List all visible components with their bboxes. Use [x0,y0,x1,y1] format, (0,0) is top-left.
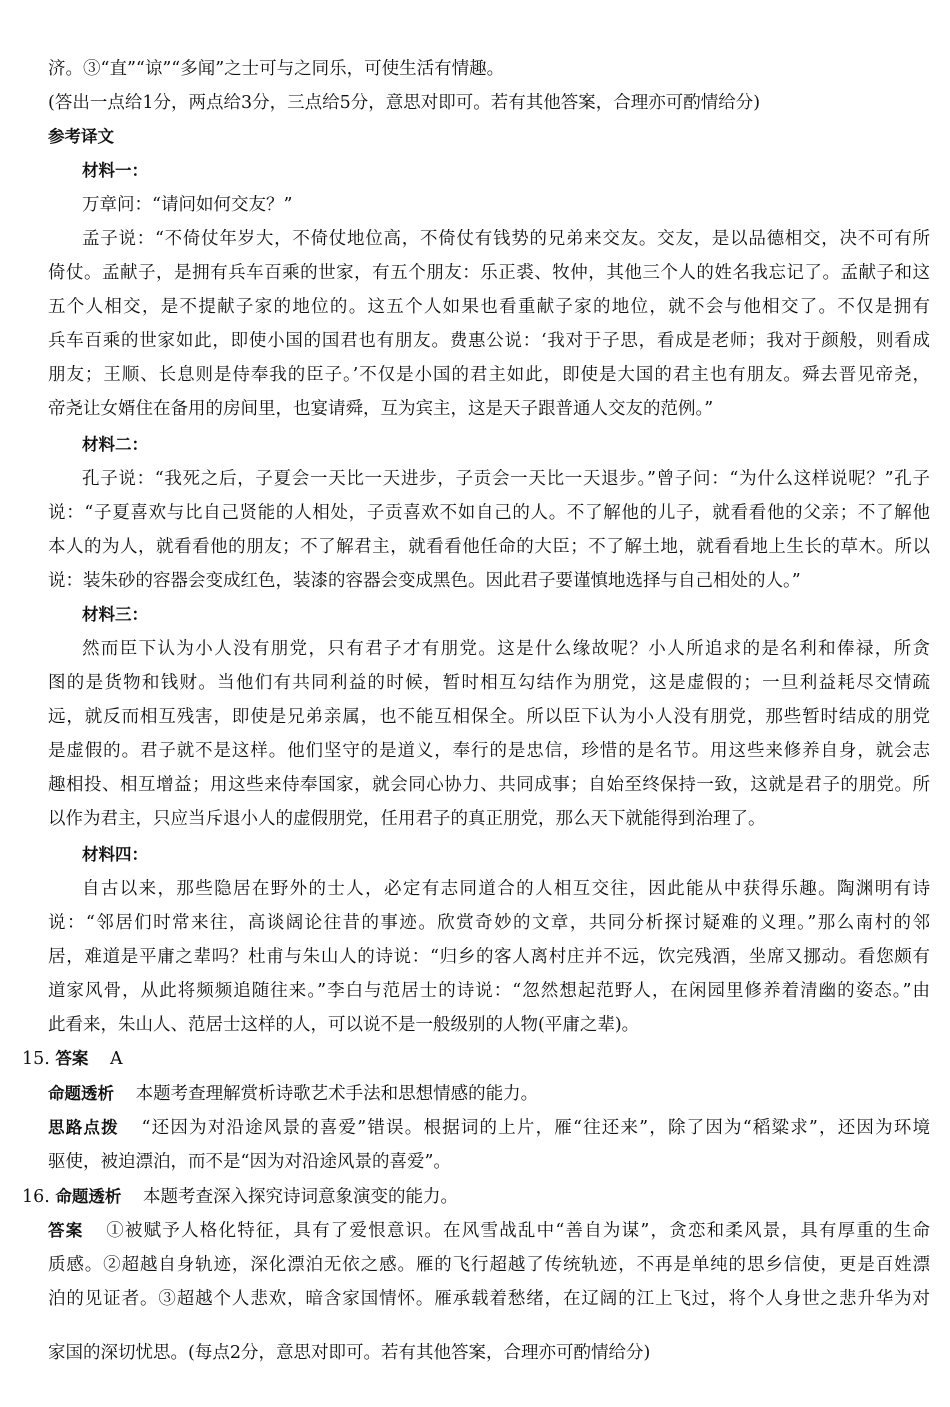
material1-line: 孟子说：“不倚仗年岁大，不倚仗地位高，不倚仗有钱势的兄弟来交友。交友，是以品德相交，决不可有所 [82,229,930,249]
q16-answer-line: 泊的见证者。③超越个人悲欢，暗含家国情怀。雁承载着愁绪，在辽阔的江上飞过，将个人身世之悲升华为对 [48,1289,930,1309]
material1-line: 兵车百乘的世家如此，即使小国的国君也有朋友。费惠公说：‘我对于子思，看成是老师；我对于颜般，则看成 [48,331,930,351]
q15-answer-row [22,1042,930,1076]
q15-number: 15. [22,1049,50,1069]
q15-hint-row [48,1111,930,1145]
material3-line: 以作为君主，只应当斥退小人的虚假朋党，任用君子的真正朋党，那么天下就能得到治理了。 [48,809,766,829]
material1-line: 万章问：“请问如何交友？” [82,195,293,215]
q16-analysis: 本题考查深入探究诗词意象演变的能力。 [143,1187,458,1207]
q15-analysis-row [48,1077,930,1111]
material1-line: 倚仗。孟献子，是拥有兵车百乘的世家，有五个朋友：乐正裘、牧仲，其他三个人的姓名我忘记了。孟献子和这 [48,263,930,283]
top-line: 济。③“直”“谅”“多闻”之士可与之同乐，可使生活有情趣。 [48,59,505,79]
translation-heading: 参考译文 [48,127,114,146]
material3-line: 是虚假的。君子就不是这样。他们坚守的是道义，奉行的是忠信，珍惜的是名节。用这些来修养自身，就会志 [48,741,930,761]
material2-line: 孔子说：“我死之后，子夏会一天比一天进步，子贡会一天比一天退步。”曾子问：“为什么这样说呢？”孔子 [82,469,930,489]
q16-answer-line: 家国的深切忧思。(每点2分，意思对即可。若有其他答案，合理亦可酌情给分) [48,1343,651,1363]
q16-number: 16. [22,1187,50,1207]
q15-answer-label: 答案 [55,1049,89,1068]
material2-line: 本人的为人，就看看他的朋友；不了解君主，就看看他任命的大臣；不了解土地，就看看地上生长的草木。所以 [48,537,930,557]
score-note: (答出一点给1分，两点给3分，三点给5分，意思对即可。若有其他答案，合理亦可酌情给分) [48,93,761,113]
q15-analysis: 本题考查理解赏析诗歌艺术手法和思想情感的能力。 [135,1084,539,1104]
material2-line: 说：“子夏喜欢与比自己贤能的人相处，子贡喜欢不如自己的人。不了解他的儿子，就看看他的父亲；不了解他 [48,503,930,523]
material4-line: 此看来，朱山人、范居士这样的人，可以说不是一般级别的人物(平庸之辈)。 [48,1015,640,1035]
q15-hint-line: “还因为对沿途风景的喜爱”错误。根据词的上片，雁“往还来”，除了因为“稻粱求”，还因为环境 [141,1118,930,1138]
material3-heading: 材料三： [82,605,148,624]
q16-answer-row [48,1214,930,1248]
material2-line: 说：装朱砂的容器会变成红色，装漆的容器会变成黑色。因此君子要谨慎地选择与自己相处的人。” [48,571,801,591]
q16-answer-line: ①被赋予人格化特征，具有了爱恨意识。在风雪战乱中“善自为谋”，贪恋和柔风景，具有厚重的生命 [106,1221,930,1241]
material2-heading: 材料二： [82,435,148,454]
material4-heading: 材料四： [82,845,148,864]
q15-hint-line: 驱使，被迫漂泊，而不是“因为对沿途风景的喜爱”。 [48,1152,451,1172]
q16-analysis-row [22,1180,930,1214]
material3-line: 远，就反而相互残害，即使是兄弟亲属，也不能互相保全。所以臣下认为小人没有朋党，那些暂时结成的朋党 [48,707,930,727]
material1-line: 朋友；王顺、长息则是侍奉我的臣子。’不仅是小国的君主如此，即使是大国的君主也有朋友。舜去晋见帝尧， [48,365,930,385]
material3-line: 然而臣下认为小人没有朋党，只有君子才有朋党。这是什么缘故呢？小人所追求的是名利和俸禄，所贪 [82,639,930,659]
material3-line: 图的是货物和钱财。当他们有共同利益的时候，暂时相互勾结作为朋党，这是虚假的；一旦利益耗尽交情疏 [48,673,930,693]
q15-answer: A [110,1049,123,1069]
q16-answer-line: 质感。②超越自身轨迹，深化漂泊无依之感。雁的飞行超越了传统轨迹，不再是单纯的思乡信使，更是百姓漂 [48,1255,930,1275]
material1-line: 帝尧让女婿住在备用的房间里，也宴请舜，互为宾主，这是天子跟普通人交友的范例。” [48,399,714,419]
material4-line: 说：“邻居们时常来往，高谈阔论往昔的事迹。欣赏奇妙的文章，共同分析探讨疑难的义理。”那么南村的邻 [48,913,930,933]
q16-answer-label: 答案 [48,1221,84,1240]
material3-line: 趣相投、相互增益；用这些来侍奉国家，就会同心协力、共同成事；自始至终保持一致，这就是君子的朋党。所 [48,775,930,795]
material4-line: 自古以来，那些隐居在野外的士人，必定有志同道合的人相互交往，因此能从中获得乐趣。陶渊明有诗 [82,879,930,899]
q15-analysis-label: 命题透析 [48,1084,114,1103]
q15-hint-label: 思路点拨 [48,1118,119,1137]
material4-line: 居，难道是平庸之辈吗？杜甫与朱山人的诗说：“归乡的客人离村庄并不远，饮完残酒，坐席又挪动。看您颇有 [48,947,930,967]
q16-analysis-label: 命题透析 [55,1187,122,1206]
material4-line: 道家风骨，从此将频频追随往来。”李白与范居士的诗说：“忽然想起范野人，在闲园里修养着清幽的姿态。”由 [48,981,930,1001]
material1-line: 五个人相交，是不提献子家的地位的。这五个人如果也看重献子家的地位，就不会与他相交了。不仅是拥有 [48,297,930,317]
material1-heading: 材料一： [82,161,148,180]
